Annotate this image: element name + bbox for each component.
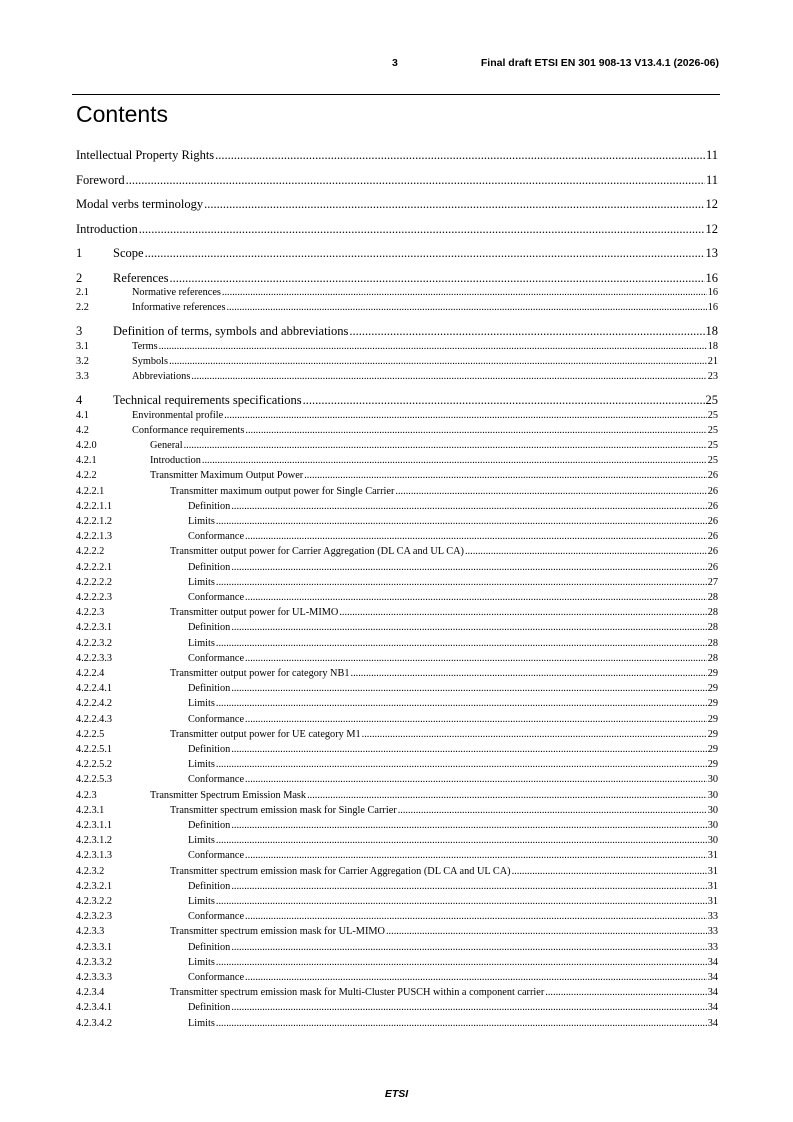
toc-entry-number: 4.2.2: [76, 470, 97, 482]
toc-entry[interactable]: [76, 698, 718, 709]
toc-entry-page: 12: [705, 197, 718, 211]
toc-entry-title: References: [113, 270, 169, 285]
toc-entry-page: 28: [707, 637, 718, 649]
toc-entry-page: 30: [707, 804, 718, 816]
toc-entry-number: 4.2.3.2.2: [76, 896, 113, 907]
toc-entry-page: 26: [707, 500, 718, 512]
toc-entry[interactable]: [76, 324, 718, 339]
dot-leader: [191, 371, 706, 382]
toc-entry-page: 26: [707, 470, 718, 482]
toc-entry-page: 16: [707, 287, 718, 298]
toc-entry[interactable]: [76, 393, 718, 408]
toc-entry-title: Symbols: [132, 355, 169, 367]
dot-leader: [170, 271, 705, 286]
dot-leader: [245, 592, 707, 603]
header-rule: [72, 94, 720, 95]
toc-entry-title: Foreword: [76, 172, 125, 187]
toc-entry-number: 4.2.3.1.1: [76, 820, 113, 831]
dot-leader: [545, 987, 706, 998]
toc-entry-title: Limits: [188, 956, 215, 968]
toc-entry-page: 34: [707, 1017, 718, 1029]
toc-entry-title: Transmitter output power for Carrier Aggregation (DL CA and UL CA): [170, 546, 464, 558]
toc-entry-title: Conformance: [188, 972, 245, 983]
toc-entry-number: 4.2.1: [76, 455, 97, 467]
toc-entry-page: 26: [707, 516, 718, 527]
toc-entry-title: Conformance: [188, 774, 245, 786]
toc-entry-number: 3: [76, 324, 83, 339]
toc-entry-page: 16: [705, 270, 718, 285]
toc-entry[interactable]: [76, 622, 718, 633]
toc-entry-page: 26: [707, 531, 718, 543]
toc-entry[interactable]: [76, 866, 718, 877]
toc-entry-number: 4.2.2.4.2: [76, 698, 113, 710]
dot-leader: [351, 668, 707, 679]
toc-entry-title: Conformance: [188, 592, 245, 603]
toc-entry[interactable]: [76, 287, 718, 298]
toc-entry-title: Conformance: [188, 652, 245, 664]
toc-entry-title: Limits: [188, 1017, 215, 1029]
toc-entry-number: 4.2.2.5: [76, 728, 105, 740]
toc-entry-title: Modal verbs terminology: [76, 197, 204, 211]
toc-entry-number: 4.2.3.1.3: [76, 850, 113, 862]
toc-entry-page: 16: [707, 302, 718, 314]
toc-entry-number: 4.2.3.3: [76, 926, 105, 938]
toc-entry-page: 30: [707, 789, 718, 801]
toc-entry-number: 4.2.2.4.1: [76, 683, 113, 695]
toc-entry[interactable]: [76, 516, 718, 527]
toc-entry-number: 4.2.2.5.1: [76, 744, 113, 755]
toc-entry-number: 4.2.2.2.1: [76, 561, 113, 573]
toc-entry-page: 29: [707, 698, 718, 710]
toc-entry-number: 4.2: [76, 424, 89, 436]
toc-entry-title: Limits: [188, 896, 215, 907]
toc-entry-number: 4.2.2.3.1: [76, 622, 113, 634]
dot-leader: [216, 516, 707, 527]
toc-entry[interactable]: [76, 173, 718, 188]
dot-leader: [339, 607, 706, 618]
dot-leader: [231, 1002, 706, 1013]
toc-entry[interactable]: [76, 805, 718, 816]
toc-entry-page: 26: [707, 561, 718, 573]
dot-leader: [231, 820, 706, 831]
toc-entry-page: 30: [707, 774, 718, 786]
toc-entry-title: Transmitter output power for category NB1: [170, 668, 350, 679]
toc-entry-title: Informative references: [132, 302, 226, 314]
toc-entry-page: 31: [707, 850, 718, 862]
toc-entry-title: Transmitter maximum output power for Single Carrier: [170, 485, 395, 497]
toc-entry[interactable]: [76, 896, 718, 907]
toc-entry-title: Definition: [188, 820, 231, 831]
toc-entry-page: 29: [707, 744, 718, 755]
toc-entry[interactable]: [76, 790, 718, 801]
toc-entry[interactable]: [76, 881, 718, 892]
toc-entry-number: 4.2.2.5.3: [76, 774, 113, 786]
toc-entry-number: 4.2.2.3: [76, 607, 105, 619]
dot-leader: [231, 501, 706, 512]
dot-leader: [126, 173, 705, 188]
toc-entry-page: 29: [707, 668, 718, 679]
toc-entry-number: 4.2.2.5.2: [76, 759, 113, 771]
toc-entry-page: 28: [707, 652, 718, 664]
toc-entry-title: Environmental profile: [132, 409, 224, 421]
toc-entry-page: 11: [705, 148, 718, 162]
toc-entry-number: 2: [76, 270, 83, 285]
toc-entry-title: Transmitter Maximum Output Power: [150, 470, 304, 482]
toc-entry[interactable]: [76, 440, 718, 451]
toc-entry-number: 4.2.3.2: [76, 865, 105, 877]
dot-leader: [245, 531, 707, 542]
dot-leader: [245, 425, 706, 436]
toc-entry-title: Introduction: [150, 455, 201, 467]
toc-entry[interactable]: [76, 577, 718, 588]
toc-entry[interactable]: [76, 592, 718, 603]
dot-leader: [231, 744, 706, 755]
toc-entry-title: Limits: [188, 576, 215, 588]
dot-leader: [216, 759, 707, 770]
toc-entry-number: 3.3: [76, 371, 89, 383]
toc-entry-page: 33: [707, 911, 718, 923]
toc-entry-number: 2.2: [76, 302, 89, 314]
toc-entry-page: 34: [707, 987, 718, 999]
toc-entry-number: 4.2.3: [76, 789, 97, 801]
toc-entry-page: 11: [705, 172, 718, 187]
toc-entry[interactable]: [76, 470, 718, 481]
toc-entry-title: Limits: [188, 835, 215, 847]
toc-entry[interactable]: [76, 486, 718, 497]
toc-entry-title: Conformance: [188, 531, 245, 543]
toc-entry-number: 3.1: [76, 340, 89, 352]
toc-entry-page: 30: [707, 835, 718, 847]
toc-entry-page: 29: [707, 683, 718, 695]
footer-etsi: ETSI: [384, 1088, 409, 1100]
dot-leader: [245, 774, 707, 785]
toc-entry-title: Limits: [188, 516, 215, 527]
toc-entry[interactable]: [76, 850, 718, 861]
toc-entry[interactable]: [76, 835, 718, 846]
toc-entry-number: 4.2.2.1.1: [76, 500, 113, 512]
contents-title: Contents: [76, 101, 169, 127]
dot-leader: [169, 356, 707, 367]
toc-entry-title: Transmitter output power for UL-MIMO: [170, 607, 339, 619]
toc-entry-number: 4.2.2.2.2: [76, 576, 113, 588]
toc-entry-page: 34: [707, 956, 718, 968]
toc-entry-title: Conformance requirements: [132, 424, 245, 436]
toc-entry-number: 4.2.3.2.3: [76, 911, 113, 923]
toc-entry-title: Definition of terms, symbols and abbreviations: [113, 324, 349, 339]
dot-leader: [386, 926, 707, 937]
toc-entry-page: 31: [707, 865, 718, 877]
dot-leader: [222, 287, 707, 298]
dot-leader: [245, 972, 707, 983]
toc-entry-page: 26: [707, 485, 718, 497]
toc-entry-title: Transmitter Spectrum Emission Mask: [150, 789, 307, 801]
toc-entry-number: 4.2.3.3.2: [76, 956, 113, 968]
toc-entry-title: Scope: [113, 246, 144, 260]
dot-leader: [159, 341, 707, 352]
dot-leader: [226, 302, 706, 313]
toc-entry-page: 25: [707, 455, 718, 467]
toc-entry-page: 25: [705, 393, 718, 408]
toc-entry[interactable]: [76, 683, 718, 694]
toc-entry-page: 28: [707, 607, 718, 619]
toc-entry-number: 4.2.3.2.1: [76, 880, 113, 892]
toc-entry[interactable]: [76, 714, 718, 725]
toc-entry[interactable]: [76, 246, 718, 261]
toc-entry-title: Transmitter output power for UE category M1: [170, 728, 361, 740]
toc-entry-number: 4.2.2.4.3: [76, 713, 113, 725]
dot-leader: [216, 896, 707, 907]
dot-leader: [245, 653, 707, 664]
toc-entry-page: 13: [705, 246, 718, 260]
toc-entry[interactable]: [76, 820, 718, 831]
toc-entry[interactable]: [76, 607, 718, 618]
toc-entry-page: 21: [707, 355, 718, 367]
toc-entry[interactable]: [76, 546, 718, 557]
toc-entry-number: 4.2.3.1.2: [76, 835, 113, 847]
dot-leader: [231, 622, 706, 633]
toc-entry-number: 3.2: [76, 355, 89, 367]
toc-entry-title: Limits: [188, 698, 215, 710]
page-header: [76, 57, 719, 73]
toc-entry[interactable]: [76, 222, 718, 237]
toc-entry-page: 33: [707, 926, 718, 938]
toc-entry-page: 27: [707, 576, 718, 588]
toc-entry[interactable]: [76, 356, 718, 367]
toc-entry[interactable]: [76, 425, 718, 436]
dot-leader: [307, 790, 707, 801]
dot-leader: [349, 324, 704, 339]
page-number: 3: [392, 57, 398, 69]
dot-leader: [245, 714, 707, 725]
toc-entry-title: Definition: [188, 622, 231, 634]
toc-entry-number: 2.1: [76, 287, 89, 298]
toc-entry-page: 28: [707, 622, 718, 634]
toc-entry-title: Introduction: [76, 221, 138, 236]
toc-entry-title: Conformance: [188, 911, 245, 923]
toc-entry-page: 29: [707, 728, 718, 740]
toc-entry-title: Normative references: [132, 287, 221, 298]
toc-entry-page: 18: [707, 340, 718, 352]
dot-leader: [245, 850, 707, 861]
toc-entry[interactable]: [76, 371, 718, 382]
toc-entry-title: Conformance: [188, 713, 245, 725]
toc-entry-page: 29: [707, 713, 718, 725]
toc-entry-page: 34: [707, 1002, 718, 1014]
toc-entry-title: Definition: [188, 500, 231, 512]
dot-leader: [216, 957, 707, 968]
toc-entry-page: 29: [707, 759, 718, 771]
toc-entry-title: Definition: [188, 941, 231, 953]
toc-entry-page: 34: [707, 972, 718, 983]
toc-entry-title: Intellectual Property Rights: [76, 148, 215, 162]
dot-leader: [145, 246, 705, 261]
toc-entry-title: Definition: [188, 880, 231, 892]
toc-entry[interactable]: [76, 1018, 718, 1029]
toc-entry[interactable]: [76, 759, 718, 770]
toc-entry-title: Transmitter spectrum emission mask for Carrier Aggregation (DL CA and UL CA): [170, 865, 511, 877]
toc-entry[interactable]: [76, 744, 718, 755]
toc-entry-number: 4: [76, 393, 83, 408]
toc-entry-title: Limits: [188, 637, 215, 649]
dot-leader: [245, 911, 707, 922]
toc-entry-page: 31: [707, 896, 718, 907]
dot-leader: [362, 729, 707, 740]
dot-leader: [216, 577, 707, 588]
toc-entry-number: 4.2.3.3.3: [76, 972, 113, 983]
toc-entry-number: 4.2.2.3.3: [76, 652, 113, 664]
toc-entry[interactable]: [76, 774, 718, 785]
toc-entry[interactable]: [76, 668, 718, 679]
toc-entry[interactable]: [76, 972, 718, 983]
dot-leader: [398, 805, 707, 816]
toc-entry-page: 25: [707, 424, 718, 436]
toc-entry-number: 4.2.2.1: [76, 485, 105, 497]
toc-entry-number: 4.2.2.1.3: [76, 531, 113, 543]
toc-entry-number: 4.2.0: [76, 440, 97, 451]
dot-leader: [215, 148, 705, 163]
toc-entry-title: Terms: [132, 340, 158, 352]
dot-leader: [231, 942, 706, 953]
toc-entry[interactable]: [76, 1002, 718, 1013]
toc-entry-title: Transmitter spectrum emission mask for UL-MIMO: [170, 926, 385, 938]
toc-entry[interactable]: [76, 987, 718, 998]
toc-entry-page: 33: [707, 941, 718, 953]
toc-entry-page: 25: [707, 440, 718, 451]
toc-entry[interactable]: [76, 410, 718, 421]
toc-entry[interactable]: [76, 729, 718, 740]
dot-leader: [304, 470, 706, 481]
dot-leader: [139, 222, 705, 237]
toc-entry-title: Technical requirements specifications: [113, 393, 302, 408]
toc-entry-page: 31: [707, 880, 718, 892]
toc-entry[interactable]: [76, 455, 718, 466]
dot-leader: [512, 866, 707, 877]
toc-entry-title: Limits: [188, 759, 215, 771]
toc-entry[interactable]: [76, 271, 718, 286]
toc-entry-page: 28: [707, 592, 718, 603]
toc-entry-title: Definition: [188, 683, 231, 695]
toc-entry-title: Definition: [188, 744, 231, 755]
toc-entry-number: 4.2.3.4.1: [76, 1002, 113, 1014]
toc-entry[interactable]: [76, 942, 718, 953]
toc-entry[interactable]: [76, 926, 718, 937]
toc-entry-page: 30: [707, 820, 718, 831]
toc-entry[interactable]: [76, 197, 718, 212]
toc-entry-number: 4.1: [76, 409, 89, 421]
toc-entry-number: 4.2.2.2: [76, 546, 105, 558]
toc-entry-title: Definition: [188, 1002, 231, 1014]
toc-entry-title: Transmitter spectrum emission mask for Multi-Cluster PUSCH within a component carrier: [170, 987, 545, 999]
dot-leader: [231, 683, 706, 694]
toc-entry-number: 4.2.3.3.1: [76, 941, 113, 953]
toc-entry[interactable]: [76, 148, 718, 163]
dot-leader: [202, 455, 707, 466]
toc-entry-number: 4.2.2.3.2: [76, 637, 113, 649]
dot-leader: [216, 835, 707, 846]
toc-entry-title: Transmitter spectrum emission mask for Single Carrier: [170, 804, 397, 816]
dot-leader: [231, 562, 706, 573]
toc-entry[interactable]: [76, 302, 718, 313]
toc-entry[interactable]: [76, 562, 718, 573]
dot-leader: [184, 440, 707, 451]
toc-entry[interactable]: [76, 638, 718, 649]
dot-leader: [216, 1018, 707, 1029]
toc-entry[interactable]: [76, 911, 718, 922]
toc-entry[interactable]: [76, 501, 718, 512]
document-title: Final draft ETSI EN 301 908-13 V13.4.1 (2026-06): [480, 57, 719, 69]
toc-entry-page: 23: [707, 371, 718, 383]
toc-entry-number: 1: [76, 246, 83, 260]
dot-leader: [303, 393, 705, 408]
toc-entry-title: Definition: [188, 561, 231, 573]
toc-entry-page: 26: [707, 546, 718, 558]
toc-entry-page: 18: [705, 324, 718, 339]
dot-leader: [395, 486, 706, 497]
dot-leader: [465, 546, 707, 557]
toc-entry[interactable]: [76, 531, 718, 542]
toc-entry-number: 4.2.2.1.2: [76, 516, 113, 527]
dot-leader: [216, 638, 707, 649]
toc-entry-number: 4.2.3.4: [76, 987, 105, 999]
toc-entry[interactable]: [76, 653, 718, 664]
toc-entry[interactable]: [76, 957, 718, 968]
toc-entry[interactable]: [76, 341, 718, 352]
toc-entry-number: 4.2.2.2.3: [76, 592, 113, 603]
toc-entry-title: Abbreviations: [132, 371, 191, 383]
toc-entry-title: General: [150, 440, 183, 451]
dot-leader: [224, 410, 706, 421]
dot-leader: [216, 698, 707, 709]
toc-entry-number: 4.2.3.1: [76, 804, 105, 816]
toc-entry-number: 4.2.2.4: [76, 668, 105, 679]
dot-leader: [231, 881, 706, 892]
dot-leader: [204, 197, 704, 212]
toc-entry-page: 25: [707, 409, 718, 421]
toc-entry-number: 4.2.3.4.2: [76, 1017, 113, 1029]
toc-entry-title: Conformance: [188, 850, 245, 862]
toc-entry-page: 12: [705, 221, 718, 236]
